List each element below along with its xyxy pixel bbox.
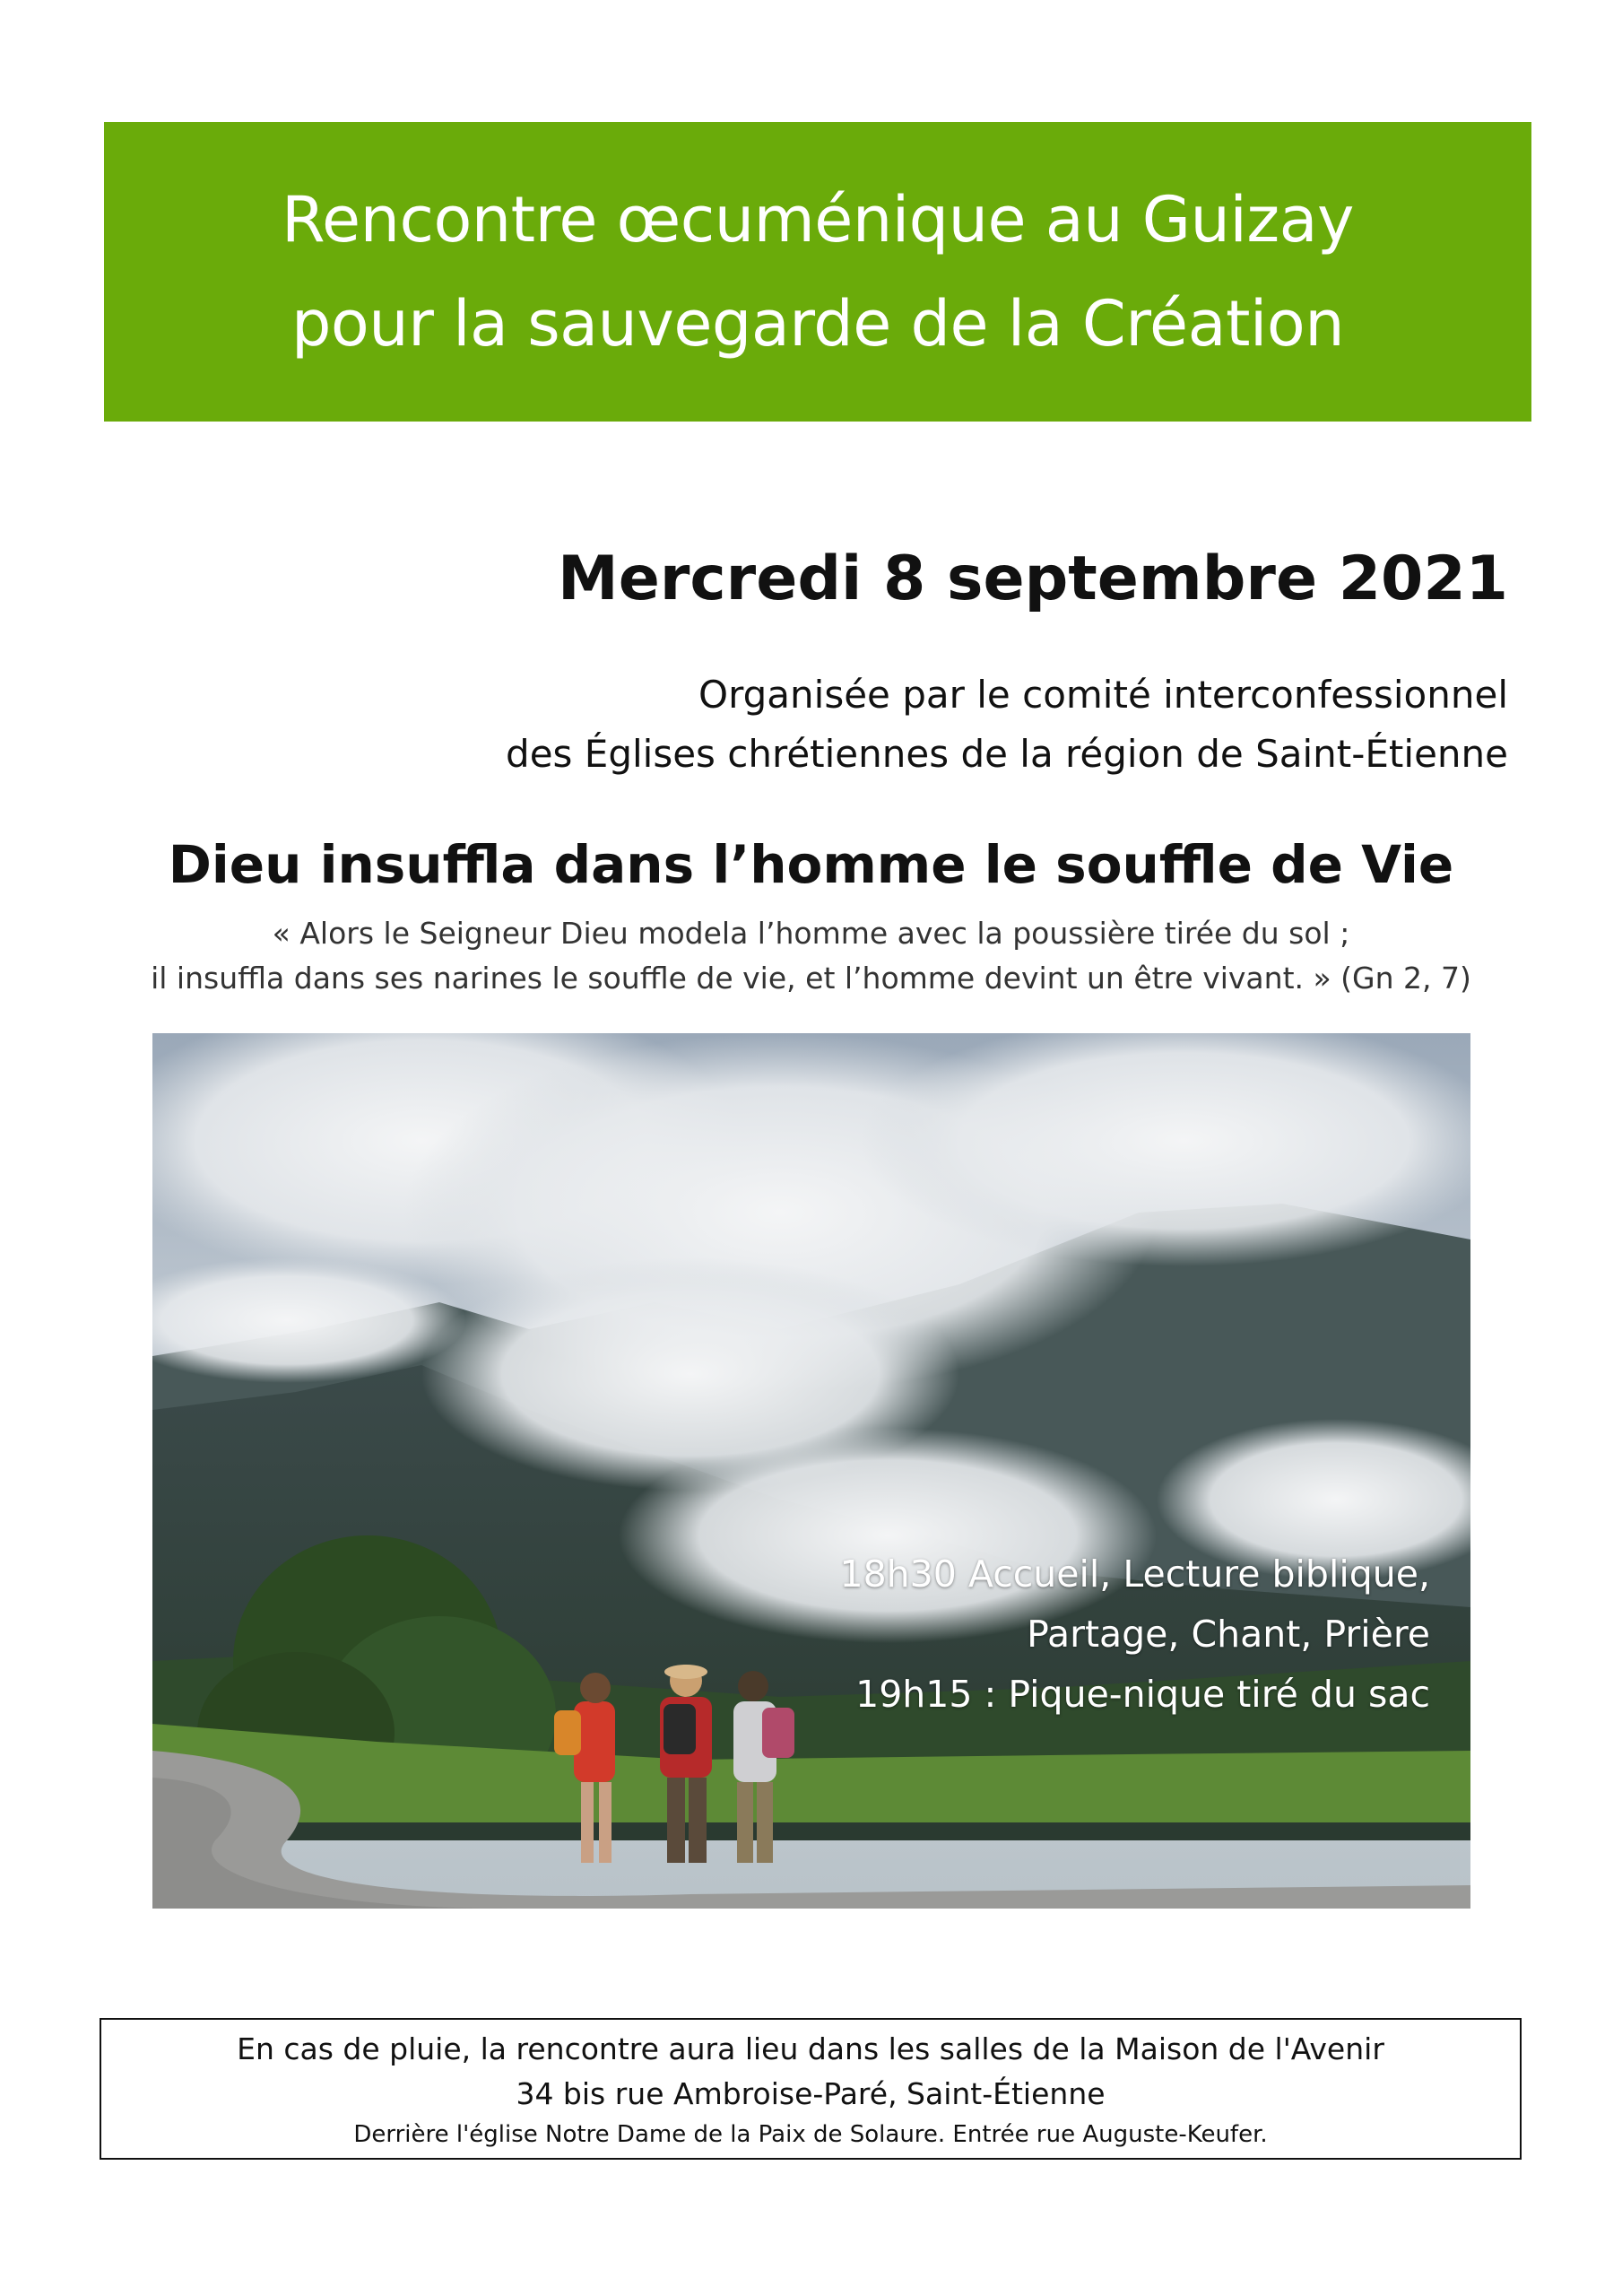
- schedule-line1: 18h30 Accueil, Lecture biblique,: [839, 1552, 1430, 1596]
- organizer-line1: Organisée par le comité interconfessionnel: [698, 673, 1508, 717]
- rain-info-line1: En cas de pluie, la rencontre aura lieu dans les salles de la Maison de l'Avenir: [237, 2031, 1384, 2066]
- bible-quote: [0, 911, 1622, 1001]
- schedule-line3: 19h15 : Pique-nique tiré du sac: [855, 1673, 1430, 1716]
- theme-title: Dieu insuffla dans l’homme le souffle de Vie: [168, 834, 1454, 895]
- header-title-line1: Rencontre œcuménique au Guizay: [282, 183, 1354, 257]
- event-date: Mercredi 8 septembre 2021: [558, 544, 1508, 614]
- rain-info-box: [100, 2018, 1522, 2160]
- schedule: [840, 1544, 1430, 1725]
- mountain-landscape-photo: [152, 1033, 1470, 1909]
- header-title-line2: pour la sauvegarde de la Création: [291, 287, 1345, 361]
- organizer-line2: des Églises chrétiennes de la région de Saint-Étienne: [506, 732, 1508, 776]
- rain-info-directions: Derrière l'église Notre Dame de la Paix de Solaure. Entrée rue Auguste-Keufer.: [353, 2121, 1268, 2148]
- schedule-line2: Partage, Chant, Prière: [1027, 1613, 1430, 1656]
- rain-info-address: 34 bis rue Ambroise-Paré, Saint-Étienne: [516, 2076, 1106, 2111]
- landscape-illustration: [152, 1033, 1470, 1909]
- header-banner: [104, 122, 1531, 422]
- bible-quote-line2: il insuffla dans ses narines le souffle de vie, et l’homme devint un être vivant. » (Gn 2, 7): [151, 961, 1471, 996]
- bible-quote-line1: « Alors le Seigneur Dieu modela l’homme avec la poussière tirée du sol ;: [272, 916, 1350, 951]
- organizer: [506, 665, 1508, 784]
